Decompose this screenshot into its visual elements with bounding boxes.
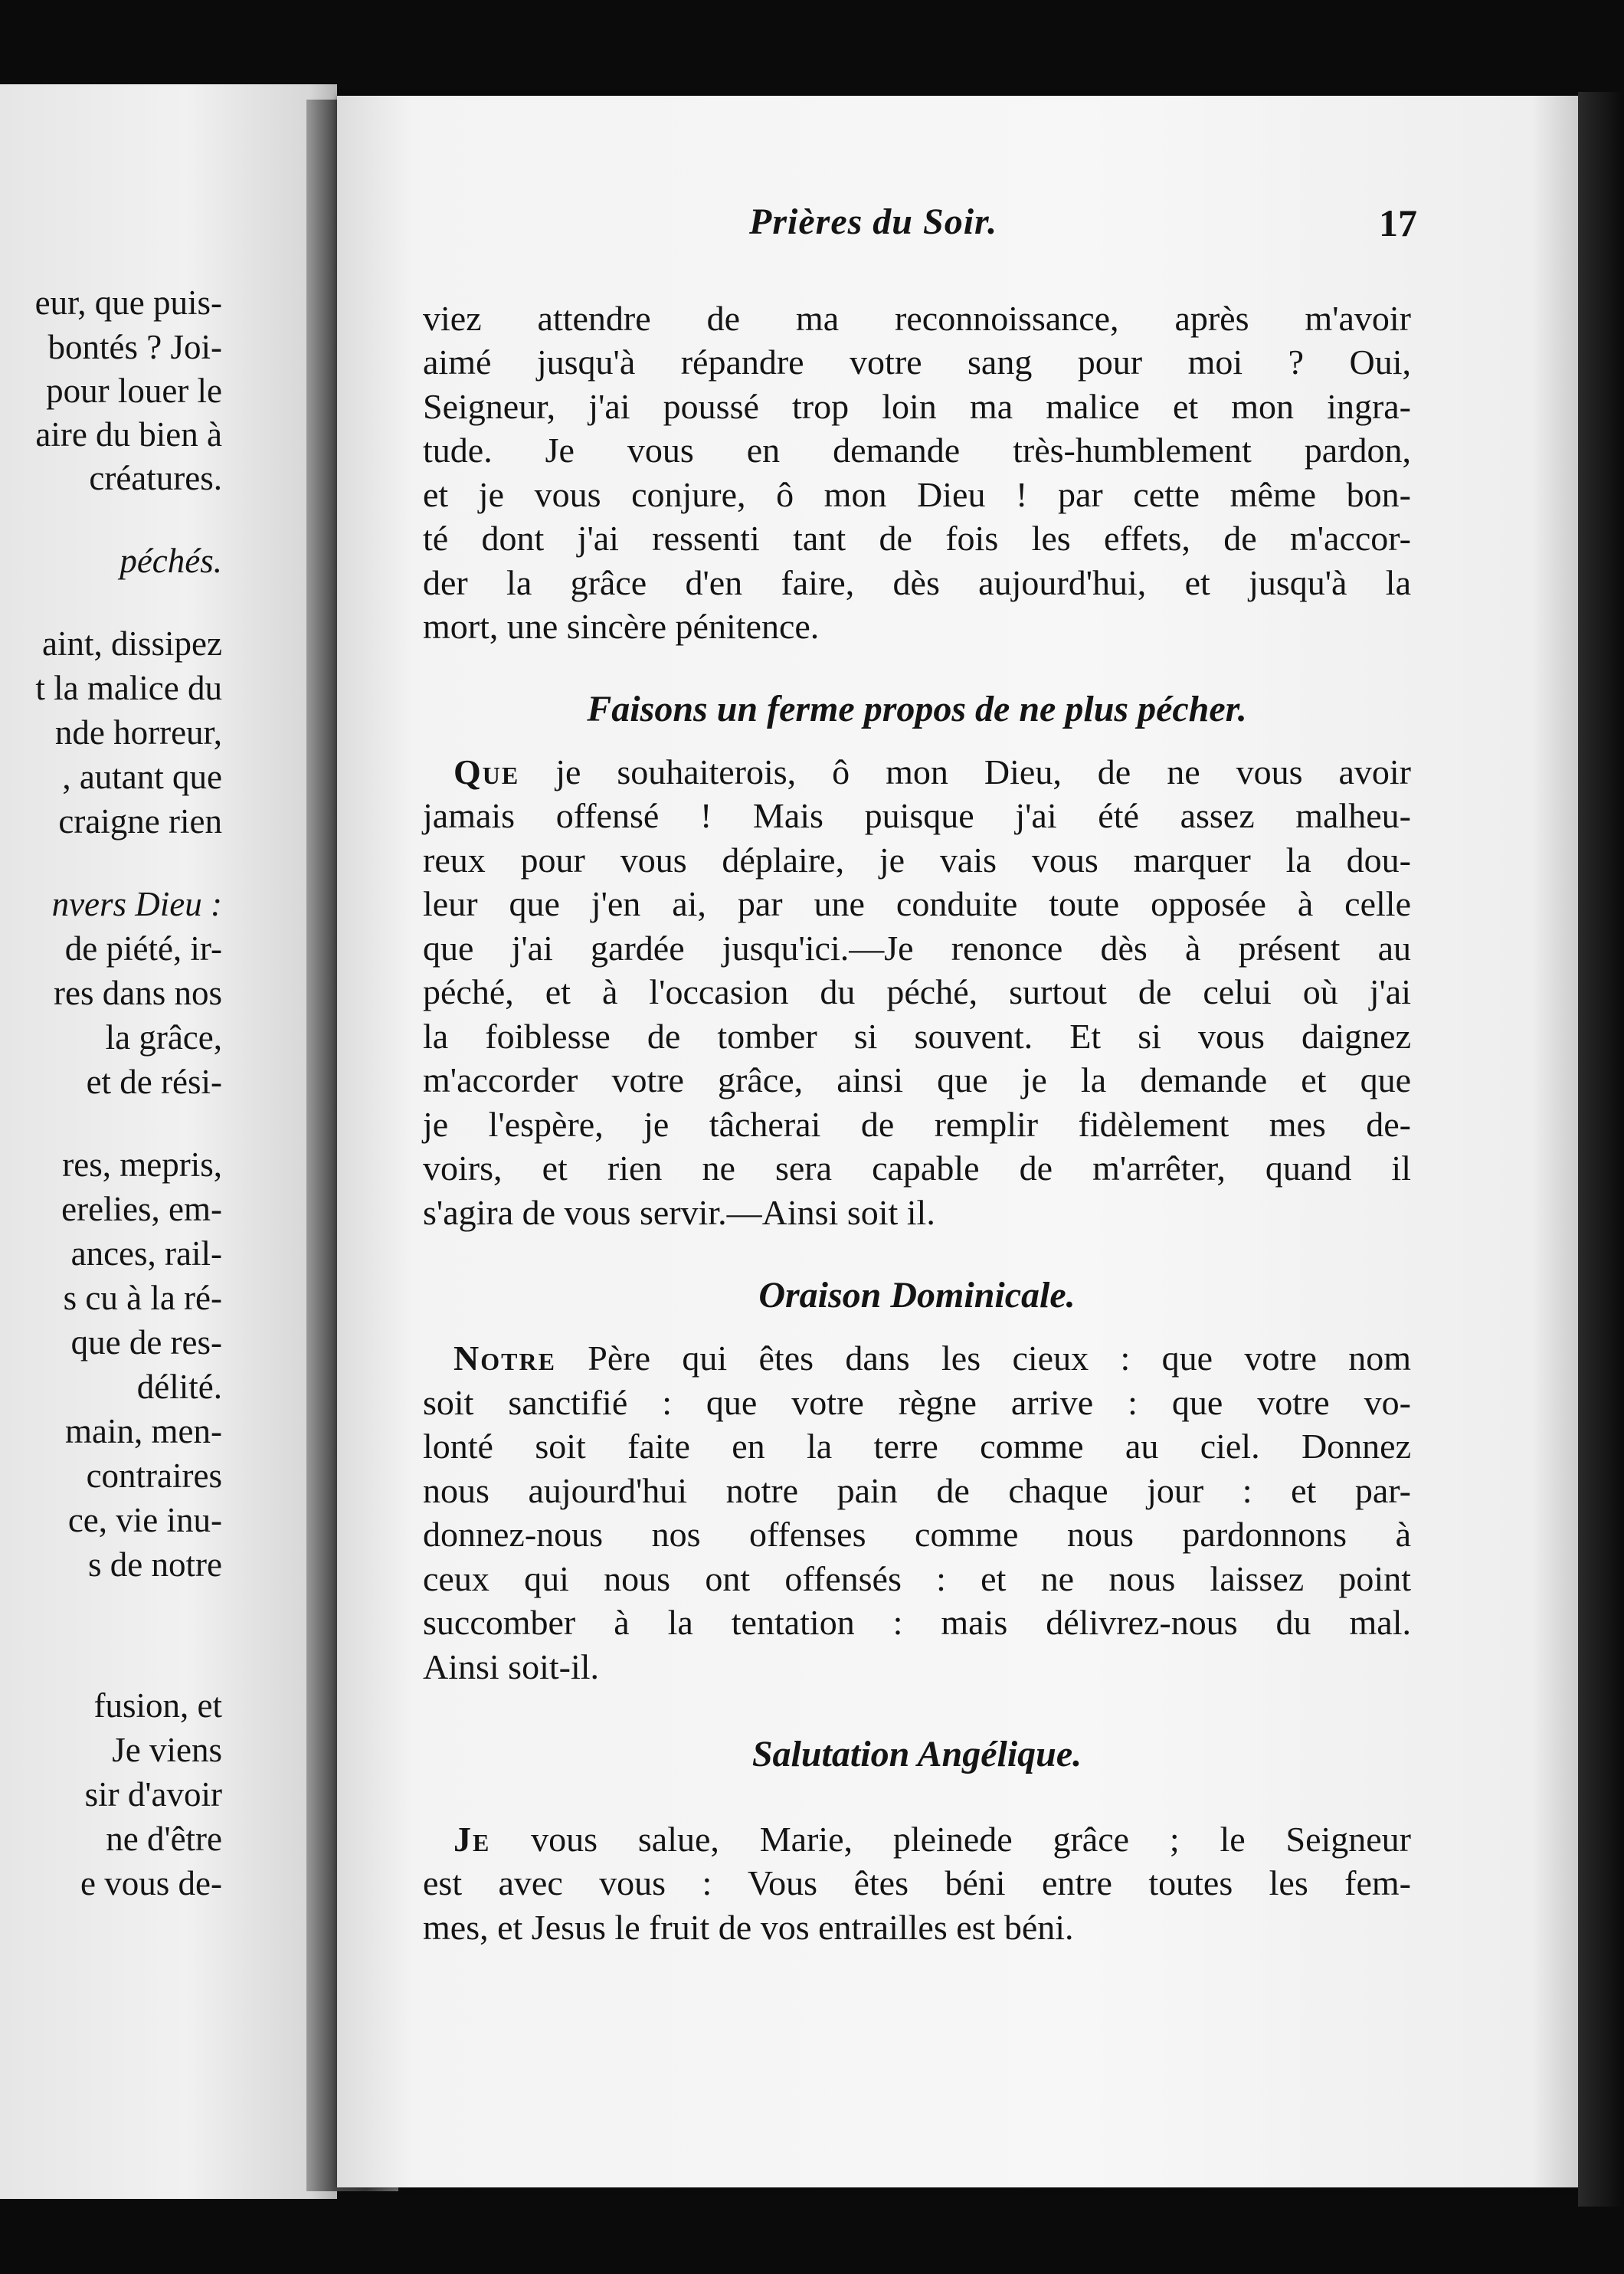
body-line: est avec vous : Vous êtes béni entre toutes les fem-: [423, 1863, 1411, 1902]
body-line: reux pour vous déplaire, je vais vous marquer la dou-: [423, 840, 1411, 880]
drop-word: Notre: [453, 1339, 556, 1378]
left-page-line: e vous de-: [80, 1864, 222, 1902]
left-page-line: aire du bien à: [35, 415, 222, 454]
body-line: ceux qui nous ont offensés : et ne nous laissez point: [423, 1559, 1411, 1598]
body-line: té dont j'ai ressenti tant de fois les effets, de m'accor-: [423, 519, 1411, 558]
left-page-line: créatures.: [89, 459, 222, 497]
left-page-line: aint, dissipez: [42, 624, 222, 663]
body-line: je l'espère, je tâcherai de remplir fidèlement mes de-: [423, 1105, 1411, 1144]
body-line-first: Notre Père qui êtes dans les cieux : que votre nom: [453, 1339, 1411, 1378]
body-line: donnez-nous nos offenses comme nous pardonnons à: [423, 1515, 1411, 1554]
body-line: lonté soit faite en la terre comme au ciel. Donnez: [423, 1427, 1411, 1466]
left-page-line: bontés ? Joi-: [47, 328, 222, 366]
left-page-line: res dans nos: [54, 974, 222, 1012]
left-page-line: t la malice du: [35, 669, 222, 707]
body-line: que j'ai gardée jusqu'ici.—Je renonce dès à présent au: [423, 929, 1411, 968]
left-page-line: contraires: [86, 1456, 222, 1495]
body-line: la foiblesse de tomber si souvent. Et si vous daignez: [423, 1017, 1411, 1056]
drop-word: Je: [453, 1820, 491, 1859]
body-line: nous aujourd'hui notre pain de chaque jour : et par-: [423, 1471, 1411, 1510]
left-page-line: Je viens: [112, 1731, 222, 1769]
body-line: jamais offensé ! Mais puisque j'ai été assez malheu-: [423, 796, 1411, 835]
body-line: voirs, et rien ne sera capable de m'arrêter, quand il: [423, 1148, 1411, 1188]
body-line: Ainsi soit-il.: [423, 1647, 600, 1686]
left-page-line: la grâce,: [105, 1018, 222, 1057]
left-page-line: erelies, em-: [61, 1190, 222, 1228]
body-line: mort, une sincère pénitence.: [423, 607, 820, 646]
left-page-line: péchés.: [120, 542, 222, 580]
body-line: s'agira de vous servir.—Ainsi soit il.: [423, 1193, 935, 1232]
body-line: aimé jusqu'à répandre votre sang pour moi ? Oui,: [423, 342, 1411, 382]
page-edge-shadow: [1578, 92, 1624, 2207]
left-page-text: [0, 84, 230, 2199]
body-line: Seigneur, j'ai poussé trop loin ma malice et mon ingra-: [423, 387, 1411, 426]
body-line: mes, et Jesus le fruit de vos entrailles est béni.: [423, 1908, 1074, 1947]
left-page-line: sir d'avoir: [84, 1775, 222, 1814]
page-number: 17: [1379, 202, 1417, 244]
left-page-line: délité.: [136, 1368, 222, 1406]
section-heading: Salutation Angélique.: [751, 1734, 1082, 1774]
body-line-first: Que je souhaiterois, ô mon Dieu, de ne vous avoir: [453, 752, 1411, 791]
left-page-line: nvers Dieu :: [51, 885, 222, 923]
running-head: Prières du Soir.: [749, 202, 998, 242]
left-page-line: , autant que: [62, 758, 222, 796]
left-page-line: et de rési-: [86, 1063, 222, 1101]
body-line: m'accorder votre grâce, ainsi que je la demande et que: [423, 1060, 1411, 1099]
body-line: soit sanctifié : que votre règne arrive : que votre vo-: [423, 1383, 1411, 1422]
left-page-line: de piété, ir-: [64, 929, 222, 968]
left-page-line: que de res-: [70, 1323, 222, 1361]
left-page-line: eur, que puis-: [34, 283, 222, 322]
body-line: et je vous conjure, ô mon Dieu ! par cette même bon-: [423, 475, 1411, 514]
section-heading: Faisons un ferme propos de ne plus pécher.: [587, 689, 1247, 729]
body-line: der la grâce d'en faire, dès aujourd'hui, et jusqu'à la: [423, 563, 1411, 602]
body-line: péché, et à l'occasion du péché, surtout de celui où j'ai: [423, 972, 1411, 1011]
left-page-line: ce, vie inu-: [67, 1501, 222, 1539]
body-line-first: Je vous salue, Marie, pleinede grâce ; le Seigneur: [453, 1820, 1411, 1859]
body-line: succomber à la tentation : mais délivrez-nous du mal.: [423, 1603, 1411, 1642]
left-page-line: pour louer le: [46, 372, 222, 410]
left-page-line: res, mepris,: [62, 1145, 222, 1184]
left-page-line: ances, rail-: [70, 1234, 222, 1273]
left-page-line: craigne rien: [58, 802, 222, 840]
left-page-line: fusion, et: [93, 1686, 222, 1725]
left-page-line: ne d'être: [106, 1820, 222, 1858]
left-page-line: nde horreur,: [54, 713, 222, 752]
left-page-line: main, men-: [65, 1412, 222, 1450]
body-line: viez attendre de ma reconnoissance, après m'avoir: [423, 299, 1411, 338]
body-line: tude. Je vous en demande très-humblement pardon,: [423, 431, 1411, 470]
section-heading: Oraison Dominicale.: [758, 1275, 1076, 1316]
left-page-line: s cu à la ré-: [63, 1279, 222, 1317]
drop-word: Que: [453, 752, 520, 791]
left-page-line: s de notre: [88, 1545, 222, 1584]
body-line: leur que j'en ai, par une conduite toute opposée à celle: [423, 884, 1411, 923]
left-facing-page: [0, 84, 337, 2199]
